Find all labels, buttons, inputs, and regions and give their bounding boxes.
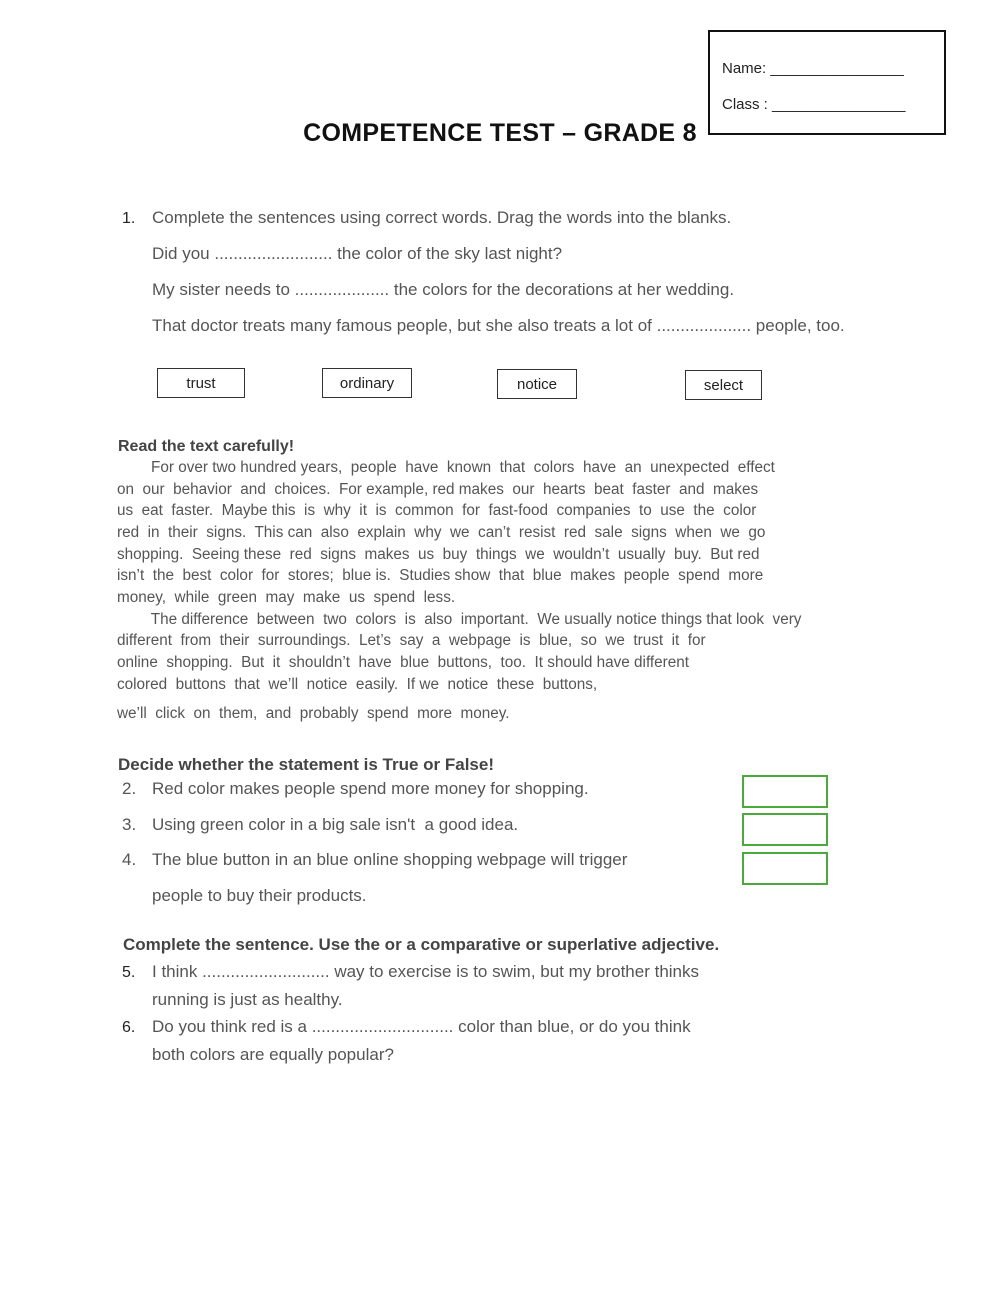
answer-box-4[interactable] <box>742 852 828 885</box>
passage-line: different from their surroundings. Let’s say a webpage is blue, so we trust it for <box>117 632 706 649</box>
answer-box-3[interactable] <box>742 813 828 846</box>
word-select[interactable]: select <box>685 370 762 400</box>
question-number-1: 1. <box>122 210 136 227</box>
word-ordinary[interactable]: ordinary <box>322 368 412 398</box>
passage-line: we’ll click on them, and probably spend more money. <box>117 705 510 722</box>
question-number-2: 2. <box>122 779 137 798</box>
comparatives-heading: Complete the sentence. Use the or a comparative or superlative adjective. <box>123 935 720 954</box>
reading-heading: Read the text carefully! <box>118 438 295 455</box>
passage-line: shopping. Seeing these red signs makes us buy things we wouldn’t usually buy. But red <box>117 546 760 563</box>
name-field[interactable]: Name: ________________ <box>722 60 904 77</box>
section1-instruction: Complete the sentences using correct words. Drag the words into the blanks. <box>152 208 732 227</box>
passage-line: us eat faster. Maybe this is why it is common for fast-food companies to use the color <box>117 502 757 519</box>
passage-line: red in their signs. This can also explain why we can’t resist red sale signs when we go <box>117 524 766 541</box>
statement-4: The blue button in an blue online shopping webpage will trigger <box>152 850 628 869</box>
statement-4-continued: people to buy their products. <box>152 886 367 905</box>
answer-box-2[interactable] <box>742 775 828 808</box>
true-false-heading: Decide whether the statement is True or False! <box>118 755 495 774</box>
passage-line: isn’t the best color for stores; blue is. Studies show that blue makes people spend more <box>117 567 764 584</box>
word-notice[interactable]: notice <box>497 369 577 399</box>
sentence-2[interactable]: My sister needs to .................... the colors for the decorations at her wedding. <box>152 280 735 299</box>
question-number-5: 5. <box>122 964 136 981</box>
sentence-3[interactable]: That doctor treats many famous people, but she also treats a lot of .................... people, too. <box>152 316 845 335</box>
statement-3: Using green color in a big sale isn't a good idea. <box>152 815 519 834</box>
passage-line: colored buttons that we’ll notice easily. If we notice these buttons, <box>117 676 598 693</box>
sentence-6[interactable]: Do you think red is a .............................. color than blue, or do you think <box>152 1017 691 1036</box>
sentence-6-continued: both colors are equally popular? <box>152 1045 394 1064</box>
sentence-1[interactable]: Did you ......................... the color of the sky last night? <box>152 244 563 263</box>
question-number-6: 6. <box>122 1019 136 1036</box>
page-title: COMPETENCE TEST – GRADE 8 <box>303 119 697 147</box>
statement-2: Red color makes people spend more money for shopping. <box>152 779 589 798</box>
passage-line: money, while green may make us spend less. <box>117 589 456 606</box>
passage-line: online shopping. But it shouldn’t have blue buttons, too. It should have different <box>117 654 690 671</box>
sentence-5[interactable]: I think ........................... way to exercise is to swim, but my brother thinks <box>152 962 700 981</box>
sentence-5-continued: running is just as healthy. <box>152 990 343 1009</box>
passage-line: For over two hundred years, people have known that colors have an unexpected effect <box>117 459 775 476</box>
question-number-4: 4. <box>122 850 137 869</box>
word-trust[interactable]: trust <box>157 368 245 398</box>
passage-line: The difference between two colors is also important. We usually notice things that look very <box>117 611 802 628</box>
class-field[interactable]: Class : ________________ <box>722 96 906 113</box>
question-number-3: 3. <box>122 815 137 834</box>
passage-line: on our behavior and choices. For example, red makes our hearts beat faster and makes <box>117 481 759 498</box>
